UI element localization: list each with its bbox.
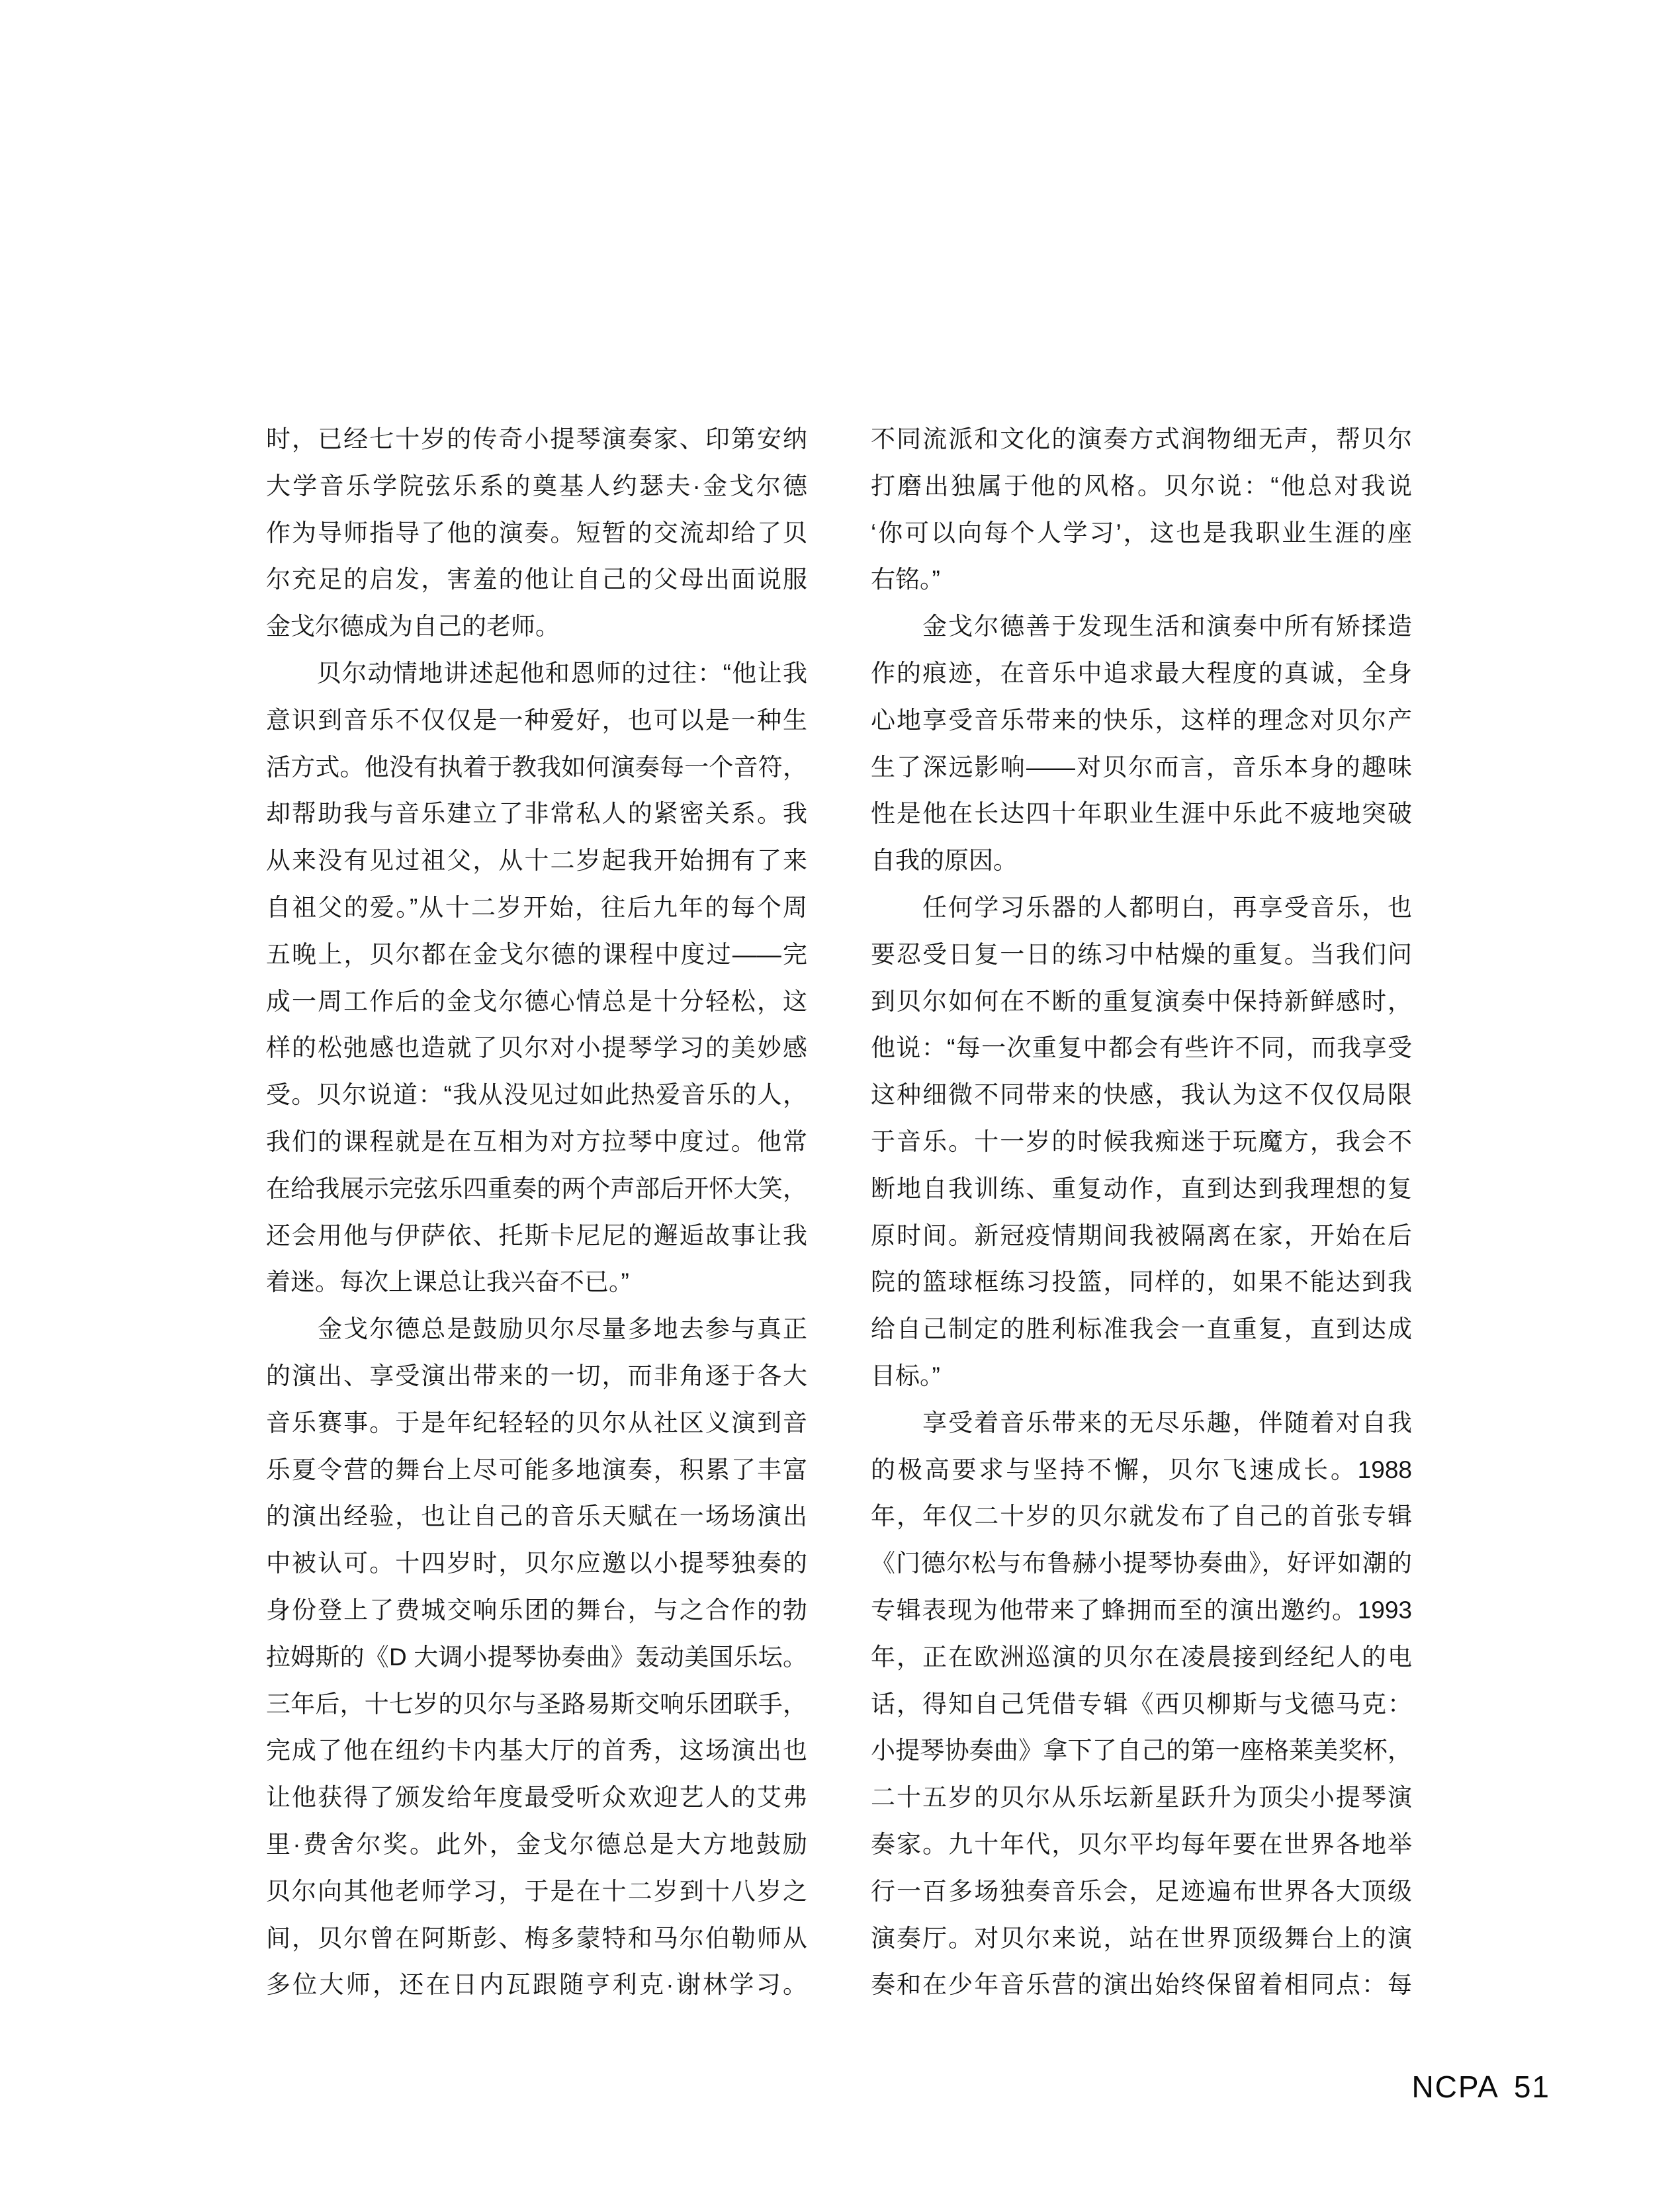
text-line: 生了深远影响——对贝尔而言，音乐本身的趣味 [871,753,1412,781]
text-line: 右铭。” [871,566,940,593]
text-line: 从来没有见过祖父，从十二岁起我开始拥有了来 [266,847,807,875]
text-line: 给自己制定的胜利标准我会一直重复，直到达成 [871,1315,1412,1343]
text-line: 专辑表现为他带来了蜂拥而至的演出邀约。1993 [871,1596,1412,1624]
text-line: 话，得知自己凭借专辑《西贝柳斯与戈德马克： [871,1690,1412,1718]
text-line: 《门德尔松与布鲁赫小提琴协奏曲》，好评如潮的 [871,1550,1412,1577]
text-line: 打磨出独属于他的风格。贝尔说：“他总对我说 [871,472,1412,500]
text-line: 贝尔动情地讲述起他和恩师的过往：“他让我 [266,659,807,687]
page-footer [1411,2069,1550,2105]
text-line: 身份登上了费城交响乐团的舞台，与之合作的勃 [266,1596,807,1624]
text-line: 年，年仅二十岁的贝尔就发布了自己的首张专辑 [871,1503,1412,1530]
text-line: 要忍受日复一日的练习中枯燥的重复。当我们问 [871,940,1412,968]
text-line: 尔充足的启发，害羞的他让自己的父母出面说服 [266,566,807,593]
text-line: 三年后，十七岁的贝尔与圣路易斯交响乐团联手， [266,1690,807,1718]
text-line: 拉姆斯的《D 大调小提琴协奏曲》轰动美国乐坛。 [266,1643,807,1671]
text-line: 中被认可。十四岁时，贝尔应邀以小提琴独奏的 [266,1550,807,1577]
magazine-brand: NCPA [1411,2070,1499,2104]
text-line: 作为导师指导了他的演奏。短暂的交流却给了贝 [266,519,807,547]
text-line: 金戈尔德善于发现生活和演奏中所有矫揉造 [871,613,1412,640]
text-line: 的演出经验，也让自己的音乐天赋在一场场演出 [266,1503,807,1530]
text-line: 不同流派和文化的演奏方式润物细无声，帮贝尔 [871,425,1412,453]
text-line: 成一周工作后的金戈尔德心情总是十分轻松，这 [266,987,807,1015]
text-line: 目标。” [871,1362,940,1389]
text-line: 奏家。九十年代，贝尔平均每年要在世界各地举 [871,1830,1412,1858]
text-line: 完成了他在纽约卡内基大厅的首秀，这场演出也 [266,1737,807,1765]
text-line: 于音乐。十一岁的时候我痴迷于玩魔方，我会不 [871,1127,1412,1155]
text-line: 着迷。每次上课总让我兴奋不已。” [266,1268,629,1296]
text-line: 贝尔向其他老师学习，于是在十二岁到十八岁之 [266,1877,807,1905]
text-line: 享受着音乐带来的无尽乐趣，伴随着对自我 [871,1409,1412,1436]
text-column-left [266,416,807,2009]
text-line: ‘你可以向每个人学习’，这也是我职业生涯的座 [871,519,1412,547]
text-line: 活方式。他没有执着于教我如何演奏每一个音符， [266,753,807,781]
text-line: 年，正在欧洲巡演的贝尔在凌晨接到经纪人的电 [871,1643,1412,1671]
text-line: 小提琴协奏曲》拿下了自己的第一座格莱美奖杯， [871,1737,1412,1765]
text-line: 他说：“每一次重复中都会有些许不同，而我享受 [871,1034,1412,1062]
text-line: 金戈尔德总是鼓励贝尔尽量多地去参与真正 [266,1315,807,1343]
text-line: 这种细微不同带来的快感，我认为这不仅仅局限 [871,1081,1412,1109]
text-line: 大学音乐学院弦乐系的奠基人约瑟夫·金戈尔德 [266,472,807,500]
text-column-right [871,416,1412,2009]
text-line: 多位大师，还在日内瓦跟随亨利克·谢林学习。 [266,1971,807,1999]
text-line: 在给我展示完弦乐四重奏的两个声部后开怀大笑， [266,1174,807,1202]
text-line: 间，贝尔曾在阿斯彭、梅多蒙特和马尔伯勒师从 [266,1924,807,1952]
text-line: 时，已经七十岁的传奇小提琴演奏家、印第安纳 [266,425,807,453]
text-line: 里·费舍尔奖。此外，金戈尔德总是大方地鼓励 [266,1830,807,1858]
text-line: 我们的课程就是在互相为对方拉琴中度过。他常 [266,1127,807,1155]
text-line: 音乐赛事。于是年纪轻轻的贝尔从社区义演到音 [266,1409,807,1436]
text-line: 还会用他与伊萨依、托斯卡尼尼的邂逅故事让我 [266,1221,807,1249]
text-line: 的极高要求与坚持不懈，贝尔飞速成长。1988 [871,1456,1412,1483]
text-line: 作的痕迹，在音乐中追求最大程度的真诚，全身 [871,659,1412,687]
text-line: 自我的原因。 [871,847,1018,875]
text-line: 金戈尔德成为自己的老师。 [266,613,560,640]
text-line: 五晚上，贝尔都在金戈尔德的课程中度过——完 [266,940,807,968]
text-line: 任何学习乐器的人都明白，再享受音乐，也 [871,893,1412,921]
text-line: 自祖父的爱。”从十二岁开始，往后九年的每个周 [266,893,807,921]
text-line: 却帮助我与音乐建立了非常私人的紧密关系。我 [266,800,807,828]
text-line: 院的篮球框练习投篮，同样的，如果不能达到我 [871,1268,1412,1296]
text-line: 乐夏令营的舞台上尽可能多地演奏，积累了丰富 [266,1456,807,1483]
text-line: 断地自我训练、重复动作，直到达到我理想的复 [871,1174,1412,1202]
text-line: 心地享受音乐带来的快乐，这样的理念对贝尔产 [871,706,1412,734]
text-line: 原时间。新冠疫情期间我被隔离在家，开始在后 [871,1221,1412,1249]
text-line: 奏和在少年音乐营的演出始终保留着相同点：每 [871,1971,1412,1999]
text-line: 的演出、享受演出带来的一切，而非角逐于各大 [266,1362,807,1389]
text-line: 意识到音乐不仅仅是一种爱好，也可以是一种生 [266,706,807,734]
text-line: 行一百多场独奏音乐会，足迹遍布世界各大顶级 [871,1877,1412,1905]
text-line: 受。贝尔说道：“我从没见过如此热爱音乐的人， [266,1081,807,1109]
page-number: 51 [1513,2070,1550,2104]
text-line: 演奏厅。对贝尔来说，站在世界顶级舞台上的演 [871,1924,1412,1952]
text-line: 性是他在长达四十年职业生涯中乐此不疲地突破 [871,800,1412,828]
text-line: 二十五岁的贝尔从乐坛新星跃升为顶尖小提琴演 [871,1784,1412,1812]
text-line: 让他获得了颁发给年度最受听众欢迎艺人的艾弗 [266,1784,807,1812]
text-line: 样的松弛感也造就了贝尔对小提琴学习的美妙感 [266,1034,807,1062]
text-line: 到贝尔如何在不断的重复演奏中保持新鲜感时， [871,987,1412,1015]
